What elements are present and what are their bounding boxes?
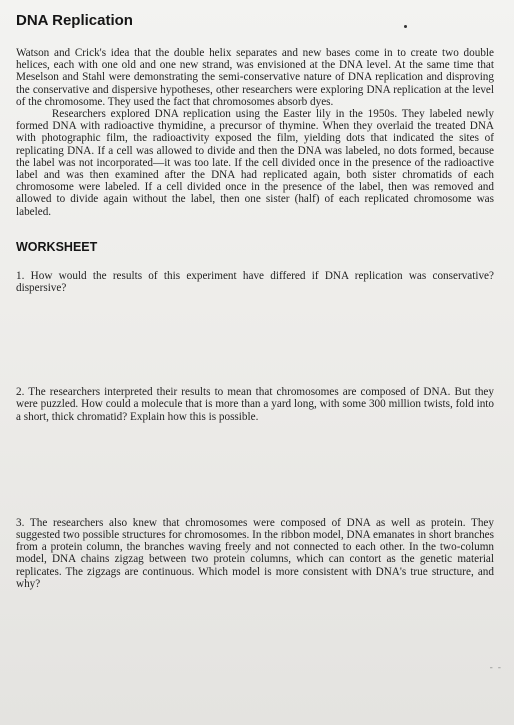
- question-3: 3. The researchers also knew that chromosomes were composed of DNA as well as protein. They suggested two possible structures for chromosomes. In the ribbon model, DNA emanates in short branches from a protein column, the branches waving freely and not connected to each other. In the two-column model, DNA chains zigzag between two protein columns, which can contort as the genetic material replicates. The zigzags are continuous. Which model is more consistent with DNA's true structure, and why?: [16, 516, 494, 590]
- corner-mark: - -: [489, 663, 502, 673]
- page-title: DNA Replication: [16, 12, 133, 29]
- worksheet-heading: WORKSHEET: [16, 239, 98, 254]
- question-2: 2. The researchers interpreted their results to mean that chromosomes are composed of DNA. But they were puzzled. How could a molecule that is more than a yard long, with some 300 million twists, fold into a short, thick chromatid? Explain how this is possible.: [16, 386, 494, 423]
- question-1: 1. How would the results of this experiment have differed if DNA replication was conservative? dispersive?: [16, 269, 494, 295]
- intro-text: [16, 47, 494, 218]
- ink-dot: [404, 25, 407, 28]
- intro-paragraph-2: Researchers explored DNA replication using the Easter lily in the 1950s. They labeled newly formed DNA with radioactive thymidine, a precursor of thymine. When they overlaid the treated DNA with photographic film, the radioactivity exposed the film, yielding dots that indicated the sites of replicating DNA. If a cell was allowed to divide and then the DNA was labeled, no dots formed, because the label was not incorporated—it was too late. If the cell divided once in the presence of the radioactive label and was then examined after the DNA had replicated again, both sister chromatids of each chromosome were labeled. If a cell divided once in the presence of the label, then was removed and allowed to divide again without the label, then one sister (half) of each replicated chromosome was labeled.: [16, 108, 494, 218]
- intro-paragraph-1: Watson and Crick's idea that the double helix separates and new bases come in to create two double helices, each with one old and one new strand, was envisioned at the DNA level. At the same time that Meselson and Stahl were demonstrating the semi-conservative nature of DNA replication and disproving the conservative and dispersive hypotheses, other researchers were exploring DNA replication at the level of the chromosome. They used the fact that chromosomes absorb dyes.: [16, 47, 494, 108]
